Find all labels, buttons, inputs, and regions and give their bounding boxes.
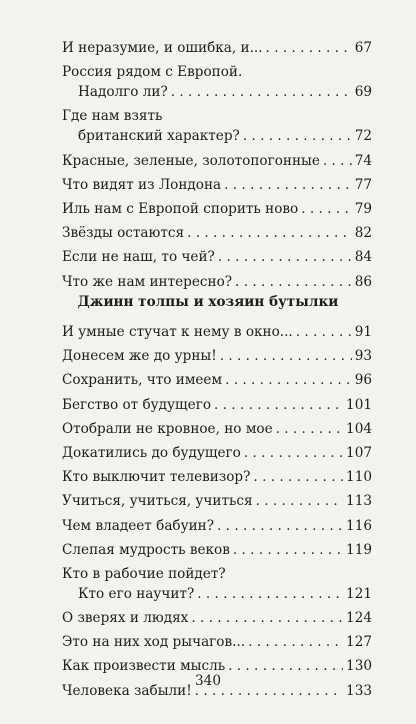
toc-leader-dots xyxy=(224,173,352,197)
toc-entry xyxy=(62,393,372,417)
toc-entry-title: Бегство от будущего xyxy=(62,396,212,413)
toc-entry-title: И неразумие, и ошибка, и... xyxy=(62,40,263,56)
toc-entry xyxy=(62,173,372,197)
toc-entry xyxy=(62,36,372,60)
toc-entry-title: Что видят из Лондона xyxy=(62,176,222,193)
toc-entry xyxy=(62,221,372,245)
toc-entry-page: 67 xyxy=(354,40,372,56)
toc-entry-title: Красные, зеленые, золотопогонные xyxy=(62,152,320,169)
toc-list-second xyxy=(62,320,372,703)
toc-entry-page: 133 xyxy=(346,682,372,699)
toc-entry-title-line1: Кто в рабочие пойдет? xyxy=(62,565,226,582)
toc-entry-page: 84 xyxy=(354,249,372,266)
toc-entry xyxy=(62,270,372,294)
toc-entry xyxy=(62,606,372,630)
toc-entry-page: 127 xyxy=(346,634,372,651)
toc-leader-dots xyxy=(235,270,352,294)
toc-leader-dots xyxy=(266,36,352,60)
toc-entry-title: Как произвести мысль xyxy=(62,658,226,675)
toc-entry-title: Это на них ход рычагов... xyxy=(62,634,246,651)
toc-entry xyxy=(62,245,372,269)
toc-entry-title-line2: Кто его научит? xyxy=(78,585,195,602)
toc-entry-title-line1: Где нам взять xyxy=(62,108,163,125)
toc-entry-title: Учиться, учиться, учиться xyxy=(62,493,253,510)
toc-leader-dots xyxy=(296,320,352,344)
toc-entry-page: 130 xyxy=(346,658,372,675)
toc-entry-page: 69 xyxy=(354,84,372,101)
toc-entry-page: 110 xyxy=(346,469,372,486)
toc-entry-page: 107 xyxy=(346,444,372,461)
toc-entry-title: И умные стучат к нему в окно... xyxy=(62,324,293,340)
toc-leader-dots xyxy=(256,489,343,513)
toc-entry xyxy=(62,149,372,173)
toc-entry-page: 104 xyxy=(346,420,372,437)
toc-entry-page: 93 xyxy=(354,348,372,365)
toc-entry-page: 101 xyxy=(346,396,372,413)
toc-entry-title-line1: Россия рядом с Европой. xyxy=(62,64,243,81)
toc-leader-dots xyxy=(220,344,352,368)
toc-entry xyxy=(62,80,372,104)
toc-entry-title: Отобрали не кровное, но мое xyxy=(62,420,273,437)
toc-entry-page: 119 xyxy=(346,541,372,558)
toc-entry-title: Если не наш, то чей? xyxy=(62,249,215,266)
toc-entry-page: 124 xyxy=(346,610,372,627)
toc-entry-page: 72 xyxy=(354,128,372,145)
toc-entry-page: 113 xyxy=(346,493,372,510)
toc-leader-dots xyxy=(323,149,352,173)
toc-entry-title: Звёзды остаются xyxy=(62,225,185,242)
toc-entry xyxy=(62,538,372,562)
toc-leader-dots xyxy=(233,538,343,562)
toc-entry-page: 79 xyxy=(354,200,372,217)
toc-entry-title: Слепая мудрость веков xyxy=(62,541,230,558)
toc-entry xyxy=(62,514,372,538)
toc-entry-page: 121 xyxy=(346,585,372,602)
toc-entry xyxy=(62,582,372,606)
toc-entry-title: Сохранить, что имеем xyxy=(62,372,223,389)
toc-list-first xyxy=(62,36,372,294)
toc-entry-page: 74 xyxy=(354,152,372,169)
toc-entry xyxy=(62,441,372,465)
toc-entry xyxy=(62,417,372,441)
toc-entry-page: 91 xyxy=(354,324,372,340)
toc-leader-dots xyxy=(191,606,343,630)
toc-entry-title-line2: британский характер? xyxy=(78,128,240,145)
toc-entry-title: Человека забыли! xyxy=(62,682,192,699)
toc-entry xyxy=(62,489,372,513)
toc-entry xyxy=(62,368,372,392)
toc-entry xyxy=(62,197,372,221)
toc-entry xyxy=(62,320,372,344)
toc-entry-page: 96 xyxy=(354,372,372,389)
toc-entry-page: 116 xyxy=(346,517,372,534)
toc-leader-dots xyxy=(244,441,343,465)
toc-entry-title-line2: Надолго ли? xyxy=(78,84,168,101)
toc-leader-dots xyxy=(218,245,352,269)
page-number: 340 xyxy=(195,673,221,689)
toc-leader-dots xyxy=(225,368,352,392)
toc-leader-dots xyxy=(217,514,343,538)
toc-leader-dots xyxy=(171,80,352,104)
toc-entry-page: 77 xyxy=(354,176,372,193)
section-title: Джинн толпы и хозяин бутылки xyxy=(77,294,339,310)
toc-leader-dots xyxy=(248,630,343,654)
toc-leader-dots xyxy=(243,124,352,148)
toc-entry xyxy=(62,465,372,489)
toc-entry-title: Чем владеет бабуин? xyxy=(62,517,215,534)
toc-leader-dots xyxy=(197,582,343,606)
toc-entry xyxy=(62,630,372,654)
toc-leader-dots xyxy=(301,197,351,221)
toc-entry xyxy=(62,124,372,148)
toc-entry-title: Донесем же до урны! xyxy=(62,348,217,365)
toc-leader-dots xyxy=(253,465,343,489)
toc-leader-dots xyxy=(187,221,352,245)
toc-entry-page: 86 xyxy=(354,273,372,290)
toc-entry-title: Докатились до будущего xyxy=(62,444,241,461)
toc-leader-dots xyxy=(214,393,343,417)
toc-entry-page: 82 xyxy=(354,225,372,242)
toc-entry-title: О зверях и людях xyxy=(62,610,189,627)
toc-entry-title: Что же нам интересно? xyxy=(62,273,233,290)
toc-entry-title: Иль нам с Европой спорить ново xyxy=(62,200,299,217)
toc-entry xyxy=(62,344,372,368)
toc-leader-dots xyxy=(276,417,343,441)
toc-entry-title: Кто выключит телевизор? xyxy=(62,469,251,486)
